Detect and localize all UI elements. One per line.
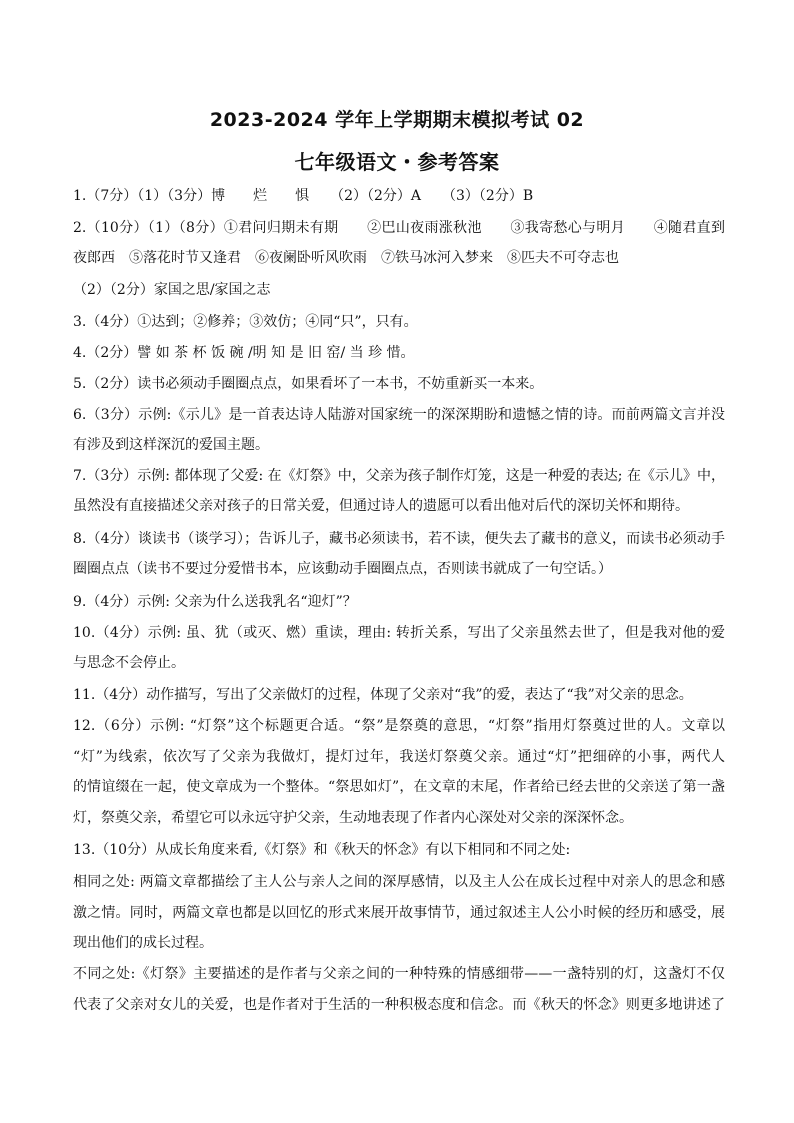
- answer-2-line-2: 夜郎西 ⑤落花时节又逢君 ⑥夜阑卧听风吹雨 ⑦铁马冰河入梦来 ⑧匹夫不可夺志也: [73, 250, 619, 266]
- answer-2-line-1: 2.（10分）（1）（8分）①君问归期未有期 ②巴山夜雨涨秋池 ③我寄愁心与明月 ④随君直到: [73, 220, 725, 236]
- answer-13-same-line-3: 现出他们的成长过程。: [73, 935, 213, 951]
- answer-13-diff-line-1: 不同之处:《灯祭》主要描述的是作者与父亲之间的一种特殊的情感细带——一盏特别的灯，这盏灯不仅: [73, 966, 725, 982]
- answer-13-diff-line-2: 代表了父亲对女儿的关爱，也是作者对于生活的一种积极态度和信念。而《秋天的怀念》则更多地讲述了: [73, 997, 725, 1013]
- answer-12-line-4: 灯，祭奠父亲，希望它可以永远守护父亲，生动地表现了作者内心深处对父亲的深深怀念。: [73, 810, 633, 826]
- answer-6-line-2: 有涉及到这样深沉的爱国主题。: [73, 437, 269, 453]
- answer-12-line-1: 12.（6分）示例: “灯祭”这个标题更合适。“祭”是祭奠的意思，“灯祭”指用灯祭奠过世的人。文章以: [73, 718, 725, 734]
- answer-11: 11.（4分）动作描写，写出了父亲做灯的过程，体现了父亲对“我”的爱，表达了“我”对父亲的思念。: [73, 687, 693, 703]
- answer-12-line-3: 的情谊缀在一起，使文章成为一个整体。“祭思如灯”，在文章的末尾，作者给已经去世的父亲送了第一盏: [73, 779, 725, 795]
- answer-10-line-2: 与思念不会停止。: [73, 655, 185, 671]
- answer-9: 9.（4分）示例: 父亲为什么送我乳名“迎灯”？: [73, 594, 357, 610]
- answer-6-line-1: 6.（3分）示例:《示儿》是一首表达诗人陆游对国家统一的深深期盼和遗憾之情的诗。而前两篇文言并没: [73, 407, 725, 423]
- document-subtitle: 七年级语文・参考答案: [294, 150, 500, 174]
- answer-10-line-1: 10.（4分）示例: 虽、犹（或灭、燃）重读，理由: 转折关系，写出了父亲虽然去世了，但是我对他的爱: [73, 625, 725, 641]
- answer-3: 3.（4分）①达到；②修养；③效仿；④同“只”，只有。: [73, 314, 418, 330]
- answer-13-same-line-1: 相同之处: 两篇文章都描绘了主人公与亲人之间的深厚感情，以及主人公在成长过程中对亲人的思念和感: [73, 874, 725, 890]
- answer-8-line-1: 8.（4分）谈读书（谈学习）；告诉儿子，藏书必须读书，若不读，便失去了藏书的意义，而读书必须动手: [73, 531, 725, 547]
- answer-12-line-2: “灯”为线索，依次写了父亲为我做灯，提灯过年，我送灯祭奠父亲。通过“灯”把细碎的小事，两代人: [73, 749, 725, 765]
- answer-7-line-1: 7.（3分）示例: 都体现了父爱: 在《灯祭》中，父亲为孩子制作灯笼，这是一种爱的表达; 在《示儿》中，: [73, 468, 725, 484]
- answer-2-part-2: （2）（2分）家国之思/家国之志: [73, 282, 271, 298]
- answer-1: 1.（7分）（1）（3分）博 烂 惧 （2）（2分）A （3）（2分）B: [73, 188, 534, 204]
- answer-8-line-2: 圈圈点点（读书不要过分爱惜书本，应该動动手圈圈点点，否则读书就成了一句空话。）: [73, 561, 612, 577]
- answer-13-intro: 13.（10分）从成长角度来看,《灯祭》和《秋天的怀念》有以下相同和不同之处:: [73, 842, 571, 858]
- answer-4: 4.（2分）譬 如 茶 杯 饭 碗 /明 知 是 旧 窑/ 当 珍 惜。: [73, 345, 415, 361]
- document-title: 2023-2024 学年上学期期末模拟考试 02: [209, 109, 585, 131]
- answer-13-same-line-2: 激之情。同时，两篇文章也都是以回忆的形式来展开故事情节，通过叙述主人公小时候的经历和感受，展: [73, 905, 725, 921]
- answer-5: 5.（2分）读书必须动手圈圈点点，如果看坏了一本书，不妨重新买一本来。: [73, 376, 544, 392]
- answer-7-line-2: 虽然没有直接描述父亲对孩子的日常关爱，但通过诗人的遗愿可以看出他对后代的深切关怀和期待。: [73, 498, 689, 514]
